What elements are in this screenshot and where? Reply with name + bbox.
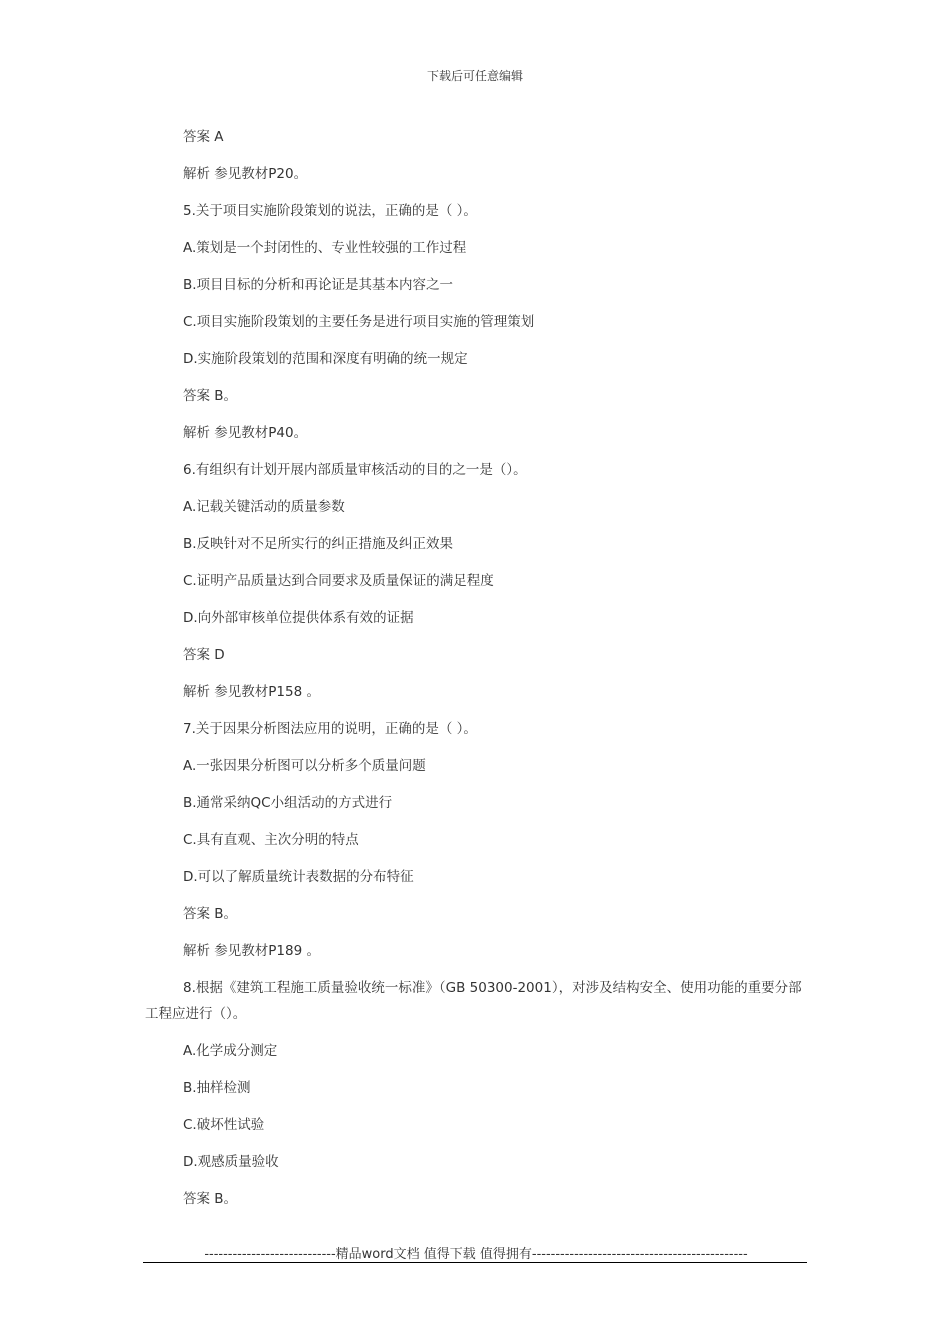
option-a: A.记载关键活动的质量参数	[183, 499, 345, 515]
page-footer: ----------------------------精品word文档 值得下载 值得拥有----------------------------------------------	[204, 1247, 748, 1262]
option-b: B.抽样检测	[183, 1080, 251, 1096]
option-d: D.观感质量验收	[183, 1154, 279, 1170]
answer-line: 答案 B。	[183, 388, 238, 404]
option-a: A.化学成分测定	[183, 1043, 278, 1059]
explanation-line: 解析 参见教材P40。	[183, 425, 308, 441]
question-6: 6.有组织有计划开展内部质量审核活动的目的之一是（）。	[183, 462, 527, 478]
document-body	[145, 124, 807, 1223]
option-c: C.具有直观、主次分明的特点	[183, 832, 359, 848]
option-b: B.项目目标的分析和再论证是其基本内容之一	[183, 277, 454, 293]
option-d: D.可以了解质量统计表数据的分布特征	[183, 869, 414, 885]
option-c: C.证明产品质量达到合同要求及质量保证的满足程度	[183, 573, 494, 589]
question-5: 5.关于项目实施阶段策划的说法，正确的是（ ）。	[183, 203, 477, 219]
explanation-line: 解析 参见教材P189 。	[183, 943, 320, 959]
answer-line: 答案 A	[183, 129, 224, 145]
option-b: B.通常采纳QC小组活动的方式进行	[183, 795, 393, 811]
page-header: 下载后可任意编辑	[426, 69, 523, 83]
explanation-line: 解析 参见教材P158 。	[183, 684, 320, 700]
question-8: 8.根据《建筑工程施工质量验收统一标准》（GB 50300-2001），对涉及结构安全、使用功能的重要分部工程应进行（）。	[145, 980, 802, 1022]
explanation-line: 解析 参见教材P20。	[183, 166, 308, 182]
question-7: 7.关于因果分析图法应用的说明，正确的是（ ）。	[183, 721, 477, 737]
answer-line: 答案 D	[183, 647, 225, 663]
option-a: A.策划是一个封闭性的、专业性较强的工作过程	[183, 240, 467, 256]
answer-line: 答案 B。	[183, 1191, 238, 1207]
option-a: A.一张因果分析图可以分析多个质量问题	[183, 758, 426, 774]
footer-rule	[143, 1262, 807, 1263]
option-d: D.实施阶段策划的范围和深度有明确的统一规定	[183, 351, 468, 367]
option-c: C.破坏性试验	[183, 1117, 265, 1133]
answer-line: 答案 B。	[183, 906, 238, 922]
option-d: D.向外部审核单位提供体系有效的证据	[183, 610, 414, 626]
option-c: C.项目实施阶段策划的主要任务是进行项目实施的管理策划	[183, 314, 535, 330]
option-b: B.反映针对不足所实行的纠正措施及纠正效果	[183, 536, 454, 552]
